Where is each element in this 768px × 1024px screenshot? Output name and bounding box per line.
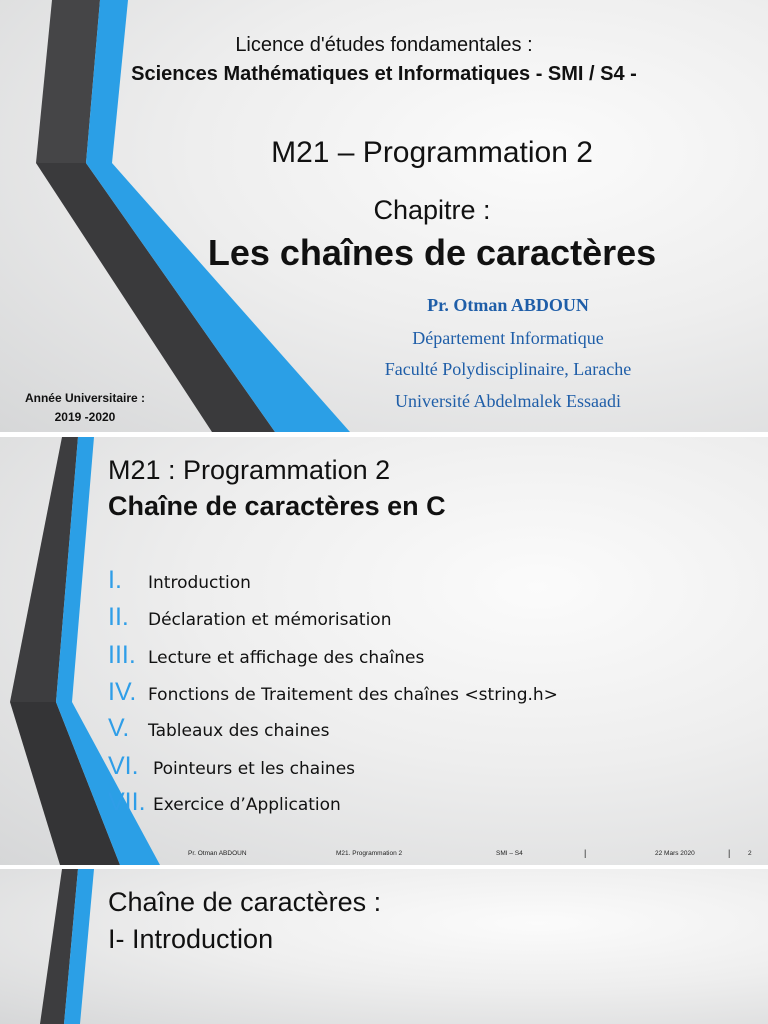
chapter-title: Les chaînes de caractères <box>207 232 657 273</box>
toc-label: Fonctions de Traitement des chaînes <string.h> <box>148 685 558 705</box>
footer-separator: | <box>584 848 587 858</box>
chapter-label: Chapitre : <box>373 195 491 225</box>
toc-number: IV. <box>108 678 137 706</box>
department-label: Département Informatique <box>412 328 604 348</box>
title-slide <box>0 0 768 432</box>
academic-year: 2019 -2020 <box>54 410 116 424</box>
toc-label: Tableaux des chaines <box>148 721 330 741</box>
licence-label: Licence d'études fondamentales : <box>235 34 533 56</box>
toc-label: Exercice d’Application <box>153 795 341 815</box>
toc-number: VII. <box>108 788 146 816</box>
slide-title: M21 : Programmation 2 <box>108 455 391 485</box>
page-number: 2 <box>748 850 752 857</box>
faculty-label: Faculté Polydisciplinaire, Larache <box>384 359 632 379</box>
toc-item <box>108 752 355 781</box>
footer-date: 22 Mars 2020 <box>655 850 695 857</box>
author-name: Pr. Otman ABDOUN <box>427 295 589 315</box>
toc-number: III. <box>108 641 136 669</box>
slide-subtitle: I- Introduction <box>108 924 274 954</box>
toc-number: V. <box>108 714 130 742</box>
toc-item <box>108 678 558 707</box>
program-label: Sciences Mathématiques et Informatiques - SMI / S4 - <box>131 63 637 85</box>
toc-item <box>108 788 341 817</box>
slide-subtitle: Chaîne de caractères en C <box>108 491 446 521</box>
footer-level: SMI – S4 <box>496 850 523 857</box>
university-label: Université Abdelmalek Essaadi <box>395 391 621 411</box>
module-title: M21 – Programmation 2 <box>271 136 593 169</box>
toc-item <box>108 603 391 632</box>
toc-number: VI. <box>108 752 139 780</box>
toc-number: II. <box>108 603 129 631</box>
slide-title: Chaîne de caractères : <box>108 887 382 917</box>
toc-label: Pointeurs et les chaines <box>153 759 356 779</box>
toc-label: Déclaration et mémorisation <box>148 610 392 630</box>
toc-item <box>108 641 424 670</box>
footer-separator: | <box>728 848 731 858</box>
intro-slide <box>0 869 768 1024</box>
year-label: Année Universitaire : <box>24 391 146 405</box>
footer-module: M21. Programmation 2 <box>336 850 403 857</box>
toc-item <box>108 714 329 743</box>
footer-author: Pr. Otman ABDOUN <box>188 850 247 857</box>
toc-number: I. <box>108 566 122 594</box>
outline-slide <box>0 437 768 865</box>
toc-label: Lecture et affichage des chaînes <box>148 648 425 668</box>
toc-item <box>108 566 251 595</box>
toc-label: Introduction <box>148 573 251 593</box>
